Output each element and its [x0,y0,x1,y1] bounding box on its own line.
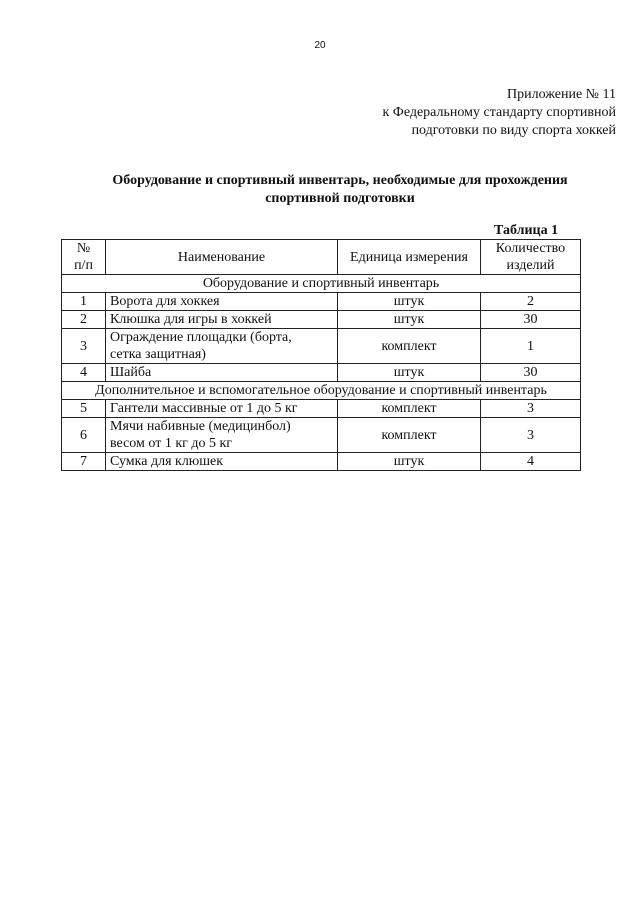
section-title-2: Дополнительное и вспомогательное оборудование и спортивный инвентарь [62,382,581,400]
header-name: Наименование [106,240,338,275]
table-label: Таблица 1 [494,223,559,238]
row-name: Сумка для клюшек [106,453,338,471]
row-qty: 2 [481,293,581,311]
section-title-1: Оборудование и спортивный инвентарь [62,275,581,293]
table-header-row [62,240,581,275]
row-num: 1 [62,293,106,311]
row-qty: 3 [481,400,581,418]
header-unit: Единица измерения [338,240,481,275]
header-qty [481,240,581,275]
row-unit: комплект [338,418,481,453]
row-name [106,418,338,453]
row-name-line-1: Мячи набивные (медицинбол) [110,419,291,434]
row-name-line-2: сетка защитная) [110,347,206,362]
row-num: 4 [62,364,106,382]
header-qty-line-1: Количество [495,241,566,256]
row-name-line-1: Ограждение площадки (борта, [110,330,292,345]
row-unit: штук [338,453,481,471]
table-row [62,329,581,364]
row-qty: 4 [481,453,581,471]
appendix-line-2: к Федеральному стандарту спортивной [382,105,616,120]
row-unit: комплект [338,400,481,418]
row-name: Гантели массивные от 1 до 5 кг [106,400,338,418]
section-row [62,382,581,400]
appendix-line-3: подготовки по виду спорта хоккей [411,123,616,138]
table-row [62,418,581,453]
row-qty: 30 [481,311,581,329]
row-name: Клюшка для игры в хоккей [106,311,338,329]
table-row [62,311,581,329]
document-title-line-2: спортивной подготовки [265,191,415,206]
row-num: 6 [62,418,106,453]
row-qty: 1 [481,329,581,364]
row-name-line-2: весом от 1 кг до 5 кг [110,436,233,451]
row-num: 7 [62,453,106,471]
header-num [62,240,106,275]
row-unit: штук [338,311,481,329]
row-num: 5 [62,400,106,418]
row-qty: 30 [481,364,581,382]
header-qty-line-2: изделий [506,258,555,273]
header-num-line-1: № [76,241,91,256]
row-name: Ворота для хоккея [106,293,338,311]
row-num: 2 [62,311,106,329]
row-qty: 3 [481,418,581,453]
appendix-header [382,86,616,140]
appendix-line-1: Приложение № 11 [507,87,616,102]
table-row [62,364,581,382]
row-unit: штук [338,364,481,382]
table-row [62,453,581,471]
row-unit: комплект [338,329,481,364]
row-unit: штук [338,293,481,311]
row-name: Шайба [106,364,338,382]
document-title-line-1: Оборудование и спортивный инвентарь, необходимые для прохождения [112,173,568,188]
page-number: 20 [314,40,326,51]
table-row [62,400,581,418]
row-name [106,329,338,364]
document-title [60,172,620,208]
section-row [62,275,581,293]
table-row [62,293,581,311]
header-num-line-2: п/п [74,258,93,273]
inventory-table [61,239,581,471]
row-num: 3 [62,329,106,364]
